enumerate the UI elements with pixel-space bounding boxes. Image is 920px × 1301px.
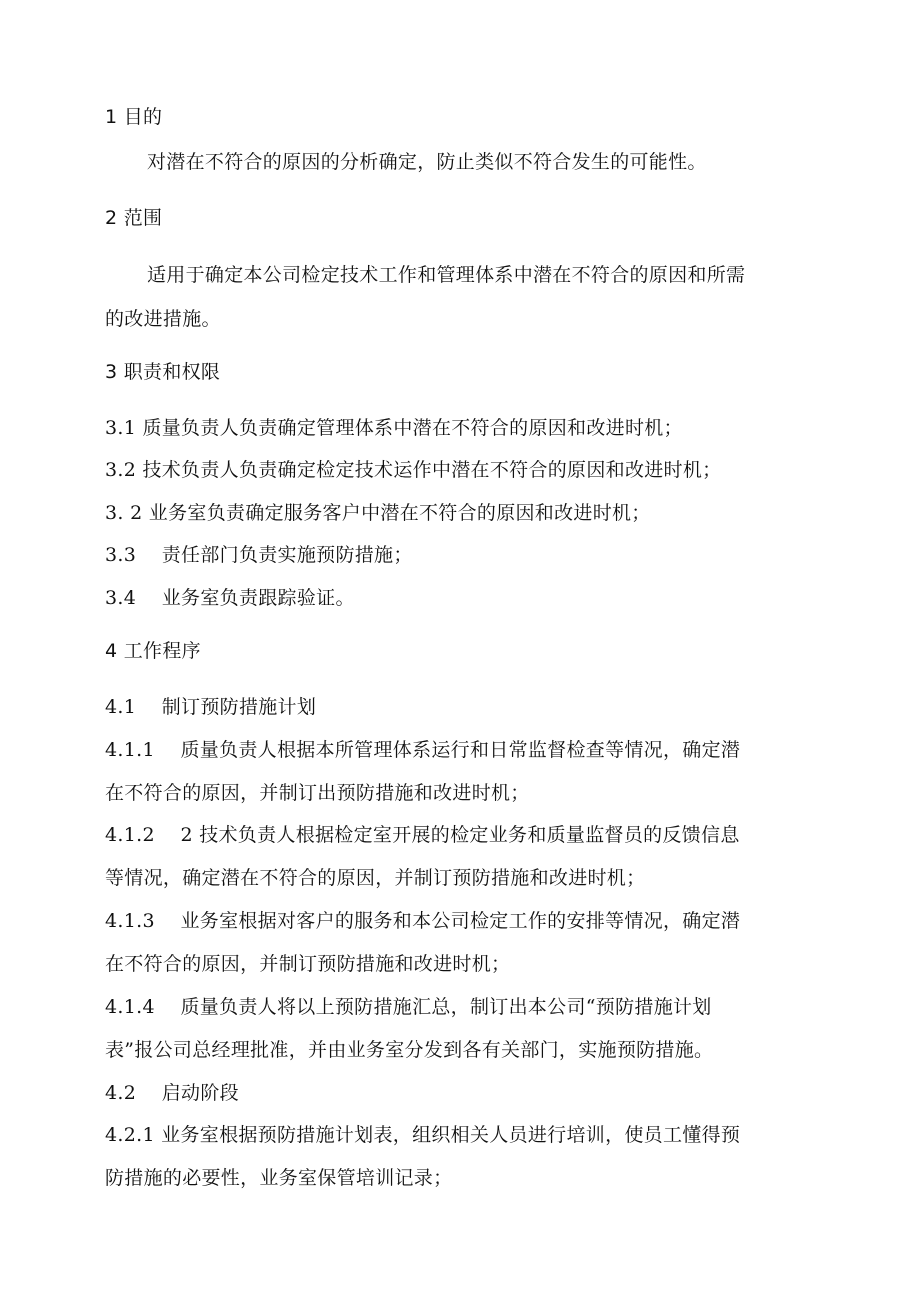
list-item: 4.1.1 质量负责人根据本所管理体系运行和日常监督检查等情况，确定潜 bbox=[105, 739, 741, 761]
list-item: 3.3 责任部门负责实施预防措施； bbox=[105, 544, 413, 566]
paragraph-line: 对潜在不符合的原因的分析确定，防止类似不符合发生的可能性。 bbox=[147, 151, 707, 173]
list-item: 3.2 技术负责人负责确定检定技术运作中潜在不符合的原因和改进时机； bbox=[105, 459, 722, 481]
list-item: 4.2 启动阶段 bbox=[105, 1082, 239, 1104]
paragraph-line: 在不符合的原因，并制订出预防措施和改进时机； bbox=[105, 782, 530, 804]
list-item: 4.1 制订预防措施计划 bbox=[105, 696, 317, 718]
list-item: 4.1.3 业务室根据对客户的服务和本公司检定工作的安排等情况，确定潜 bbox=[105, 910, 741, 932]
section-heading-scope: 2 范围 bbox=[105, 207, 163, 229]
list-item: 3. 2 业务室负责确定服务客户中潜在不符合的原因和改进时机； bbox=[105, 502, 651, 524]
list-item: 3.1 质量负责人负责确定管理体系中潜在不符合的原因和改进时机； bbox=[105, 417, 683, 439]
section-heading-purpose: 1 目的 bbox=[105, 106, 163, 128]
list-item: 4.1.2 2 技术负责人根据检定室开展的检定业务和质量监督员的反馈信息 bbox=[105, 824, 740, 846]
paragraph-line: 防措施的必要性，业务室保管培训记录； bbox=[105, 1167, 453, 1189]
paragraph-line: 适用于确定本公司检定技术工作和管理体系中潜在不符合的原因和所需 bbox=[147, 264, 746, 286]
paragraph-line: 的改进措施。 bbox=[105, 308, 221, 330]
list-item: 4.2.1 业务室根据预防措施计划表，组织相关人员进行培训，使员工懂得预 bbox=[105, 1124, 741, 1146]
section-heading-responsibilities: 3 职责和权限 bbox=[105, 361, 221, 383]
paragraph-line: 等情况，确定潜在不符合的原因，并制订预防措施和改进时机； bbox=[105, 867, 646, 889]
list-item: 3.4 业务室负责跟踪验证。 bbox=[105, 587, 355, 609]
paragraph-line: 在不符合的原因，并制订预防措施和改进时机； bbox=[105, 953, 511, 975]
list-item: 4.1.4 质量负责人将以上预防措施汇总，制订出本公司“预防措施计划 bbox=[105, 996, 712, 1018]
section-heading-procedure: 4 工作程序 bbox=[105, 640, 201, 662]
paragraph-line: 表”报公司总经理批准，并由业务室分发到各有关部门，实施预防措施。 bbox=[105, 1039, 714, 1061]
